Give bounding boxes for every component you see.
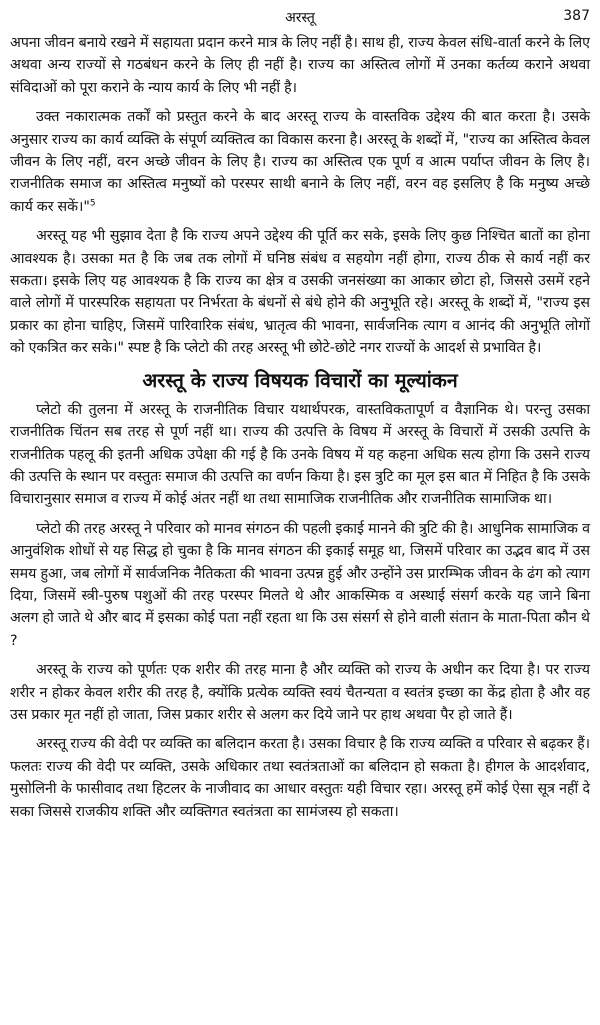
paragraph-evaluation-2: प्लेटो की तरह अरस्तू ने परिवार को मानव संगठन की पहली इकाई मानने की त्रुटि की है। आधुनिक सामाजिक व आनुवंशिक शोधों से यह सिद्ध हो चुका है कि मानव संगठन की इकाई समूह था, जिसमें परिवार का उद्भव बाद में उस समय हुआ, जब लोगों में सार्वजनिक नैतिकता की भावना उत्पन्न हुई और उन्होंने उस प्रारम्भिक जीवन के ढंग को त्याग दिया, जिसमें स्त्री-पुरुष पशुओं की तरह परस्पर मिलते थे और आकस्मिक व अस्थाई संसर्ग करके यह जाने बिना अलग हो जाते थे और बाद में इसका कोई पता नहीं रहता था कि उस संसर्ग से होने वाली संतान के माता-पिता कौन थे ? [10,520,590,649]
section-heading: अरस्तू के राज्य विषयक विचारों का मूल्यांकन [142,368,458,392]
book-page [10,8,590,1018]
paragraph-text: उक्त नकारात्मक तर्कों को प्रस्तुत करने के बाद अरस्तू राज्य के वास्तविक उद्देश्य की बात करता है। उसके अनुसार राज्य का कार्य व्यक्ति के संपूर्ण व्यक्तित्व का विकास करना है। अरस्तू के शब्दों में, "राज्य का अस्तित्व केवल जीवन के लिए नहीं, वरन अच्छे जीवन के लिए है। राज्य का अस्तित्व एक पूर्ण व आत्म पर्याप्त जीवन के लिए है। राजनीतिक समाज का अस्तित्व मनुष्यों को परस्पर साथी बनाने के लिए नहीं, वरन वह इसलिए है कि मनुष्य अच्छे कार्य कर सकें।" [10,109,590,215]
paragraph-evaluation-1: प्लेटो की तुलना में अरस्तू के राजनीतिक विचार यथार्थपरक, वास्तविकतापूर्ण व वैज्ञानिक थे। परन्तु उसका राजनीतिक चिंतन सब तरह से पूर्ण नहीं था। राज्य की उत्पत्ति के विषय में अरस्तू के विचारों में उसकी उत्पत्ति के राजनीतिक पहलू की इतनी अधिक उपेक्षा की गई है कि उनके विषय में यह कहना अधिक सत्य होगा कि उसने राज्य की उत्पत्ति के स्थान पर वस्तुतः समाज की उत्पत्ति का वर्णन किया है। इस त्रुटि का मूल इस बात में निहित है कि उसके विचारानुसार समाज व राज्य में कोई अंतर नहीं था तथा सामाजिक राजनीतिक और राजनीतिक सामाजिक था। [10,401,590,508]
running-title: अरस्तू [285,10,315,26]
paragraph-continued: अपना जीवन बनाये रखने में सहायता प्रदान करने मात्र के लिए नहीं है। साथ ही, राज्य केवल संधि-वार्ता करने के लिए अथवा अन्य राज्यों से गठबंधन करने के लिए ही नहीं है। राज्य का अस्तित्व लोगों में उनका कर्तव्य कराने अथवा संविदाओं को पूरा कराने के न्याय कार्य के लिए भी नहीं है। [10,35,590,96]
paragraph-evaluation-3: अरस्तू के राज्य को पूर्णतः एक शरीर की तरह माना है और व्यक्ति को राज्य के अधीन कर दिया है। पर राज्य शरीर न होकर केवल शरीर की तरह है, क्योंकि प्रत्येक व्यक्ति स्वयं चैतन्यता व स्वतंत्र इच्छा का केंद्र होता है और वह उस प्रकार मृत नहीं हो जाता, जिस प्रकार शरीर से अलग कर दिये जाने पर हाथ अथवा पैर हो जाते हैं। [10,662,590,723]
paragraph-small-state: अरस्तू यह भी सुझाव देता है कि राज्य अपने उद्देश्य की पूर्ति कर सके, इसके लिए कुछ निश्चित बातों का होना आवश्यक है। उसका मत है कि जब तक लोगों में घनिष्ठ संबंध व सहयोग नहीं होगा, राज्य ठीक से कार्य नहीं कर सकता। इसके लिए यह आवश्यक है कि राज्य का क्षेत्र व उसकी जनसंख्या का आकार छोटा हो, जिससे उसमें रहने वाले लोगों में पारस्परिक सहायता पर निर्भरता के बंधनों से बंधे होने की अनुभूति रहे। अरस्तू के शब्दों में, "राज्य इस प्रकार का होना चाहिए, जिसमें पारिवारिक संबंध, भ्रातृत्व की भावना, सार्वजनिक त्याग व आनंद की अनुभूति लोगों को एकत्रित कर सके।" स्पष्ट है कि प्लेटो की तरह अरस्तू भी छोटे-छोटे नगर राज्यों के आदर्श से प्रभावित है। [10,228,590,357]
paragraph-aristotle-state-purpose [10,106,590,218]
running-header [10,8,590,32]
footnote-marker: 5 [89,198,96,209]
page-number: 387 [563,8,590,24]
paragraph-evaluation-4: अरस्तू राज्य की वेदी पर व्यक्ति का बलिदान करता है। उसका विचार है कि राज्य व्यक्ति व परिवार से बढ़कर हैं। फलतः राज्य की वेदी पर व्यक्ति, उसके अधिकार तथा स्वतंत्रताओं का बलिदान हो सकता है। हीगल के आदर्शवाद, मुसोलिनी के फासीवाद तथा हिटलर के नाजीवाद का आधार वस्तुतः यही विचार रहा। अरस्तू हमें कोई ऐसा सूत्र नहीं दे सका जिससे राजकीय शक्ति और व्यक्तिगत स्वतंत्रता का सामंजस्य हो सकता। [10,736,590,820]
